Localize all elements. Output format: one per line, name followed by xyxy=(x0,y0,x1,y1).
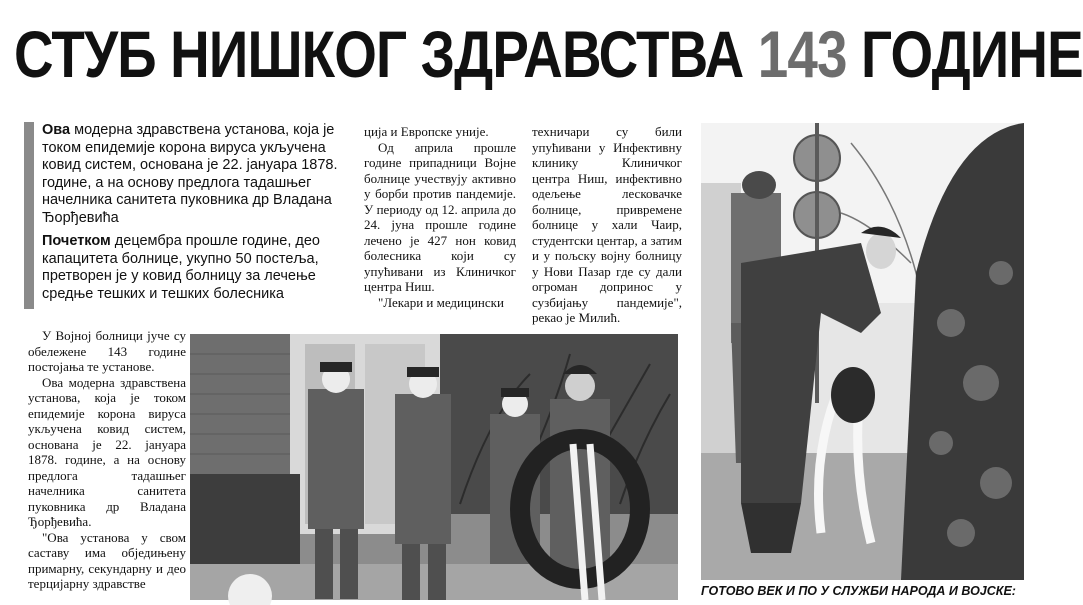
ceremony-photo xyxy=(190,334,678,600)
memorial-photo xyxy=(701,123,1024,580)
headline xyxy=(14,0,1083,110)
col1-paragraph: Ова модерна здравствена установа, која је током епидемије корона вируса укључена ковид систем, основана је 22. јануара 1878. године, а на основу предлога тадашњег начелника санитета пуковника др Владана Ђорђевића. xyxy=(28,374,186,529)
lead-p2-bold: Почетком xyxy=(42,233,111,249)
lead-p1-bold: Ова xyxy=(42,122,71,138)
lead-paragraph-1 xyxy=(42,122,360,227)
headline-highlight: 143 xyxy=(757,17,847,91)
article-column-2 xyxy=(364,124,516,310)
lead-paragraph-2 xyxy=(42,233,360,303)
col3-paragraph: техничари су били упућивани у Инфективну клинику Клиничког центра Ниш, инфективно одељење лесковачке болнице, привремене болнице у хали Чаир, студентски центар, а затим и у пољску војну болницу у Нови Пазар где су дали огроман допринос у сузбијању пандемије", рекао је Милић. xyxy=(532,124,682,325)
photo-caption: ГОТОВО ВЕК И ПО У СЛУЖБИ НАРОДА И ВОЈСКЕ: xyxy=(701,584,1016,598)
col1-paragraph: У Војној болници јуче су обележене 143 године постојања те установе. xyxy=(28,328,186,374)
col2-paragraph: "Лекари и медицински xyxy=(378,294,504,310)
lead-p2-text: децембра прошле године, део капацитета болнице, укупно 50 постеља, претворен је у ковид болницу за лечење средње тешких и тешких болесника xyxy=(42,233,320,302)
ceremony-photo-illustration xyxy=(190,334,678,600)
col2-paragraph: Од априла прошле године припадници Војне болнице учествују активно у борби против пандемије. У периоду од 12. априла до 24. јуна прошле године лечено је 427 нон ковид болесника који су упућивани из Клиничког центра Ниш. xyxy=(364,139,516,294)
lead-paragraphs xyxy=(24,122,360,309)
col2-paragraph: ција и Европске уније. xyxy=(364,124,489,139)
headline-part2: ГОДИНЕ xyxy=(846,17,1083,91)
article-column-3 xyxy=(532,124,682,326)
col1-paragraph: "Ова установа у свом саставу има обједињену примарну, секундарну и део терцијарну здравстве xyxy=(28,529,186,591)
headline-part1: СТУБ НИШКОГ ЗДРАВСТВА xyxy=(14,17,758,91)
article-column-1 xyxy=(28,328,186,592)
lead-p1-text: модерна здравствена установа, која је током епидемије корона вируса укључена ковид систем, основана је 22. јануара 1878. године, а на основу предлога тадашњег начелника санитета пуковника др Владана Ђорђевића xyxy=(42,122,338,226)
memorial-photo-illustration xyxy=(701,123,1024,580)
